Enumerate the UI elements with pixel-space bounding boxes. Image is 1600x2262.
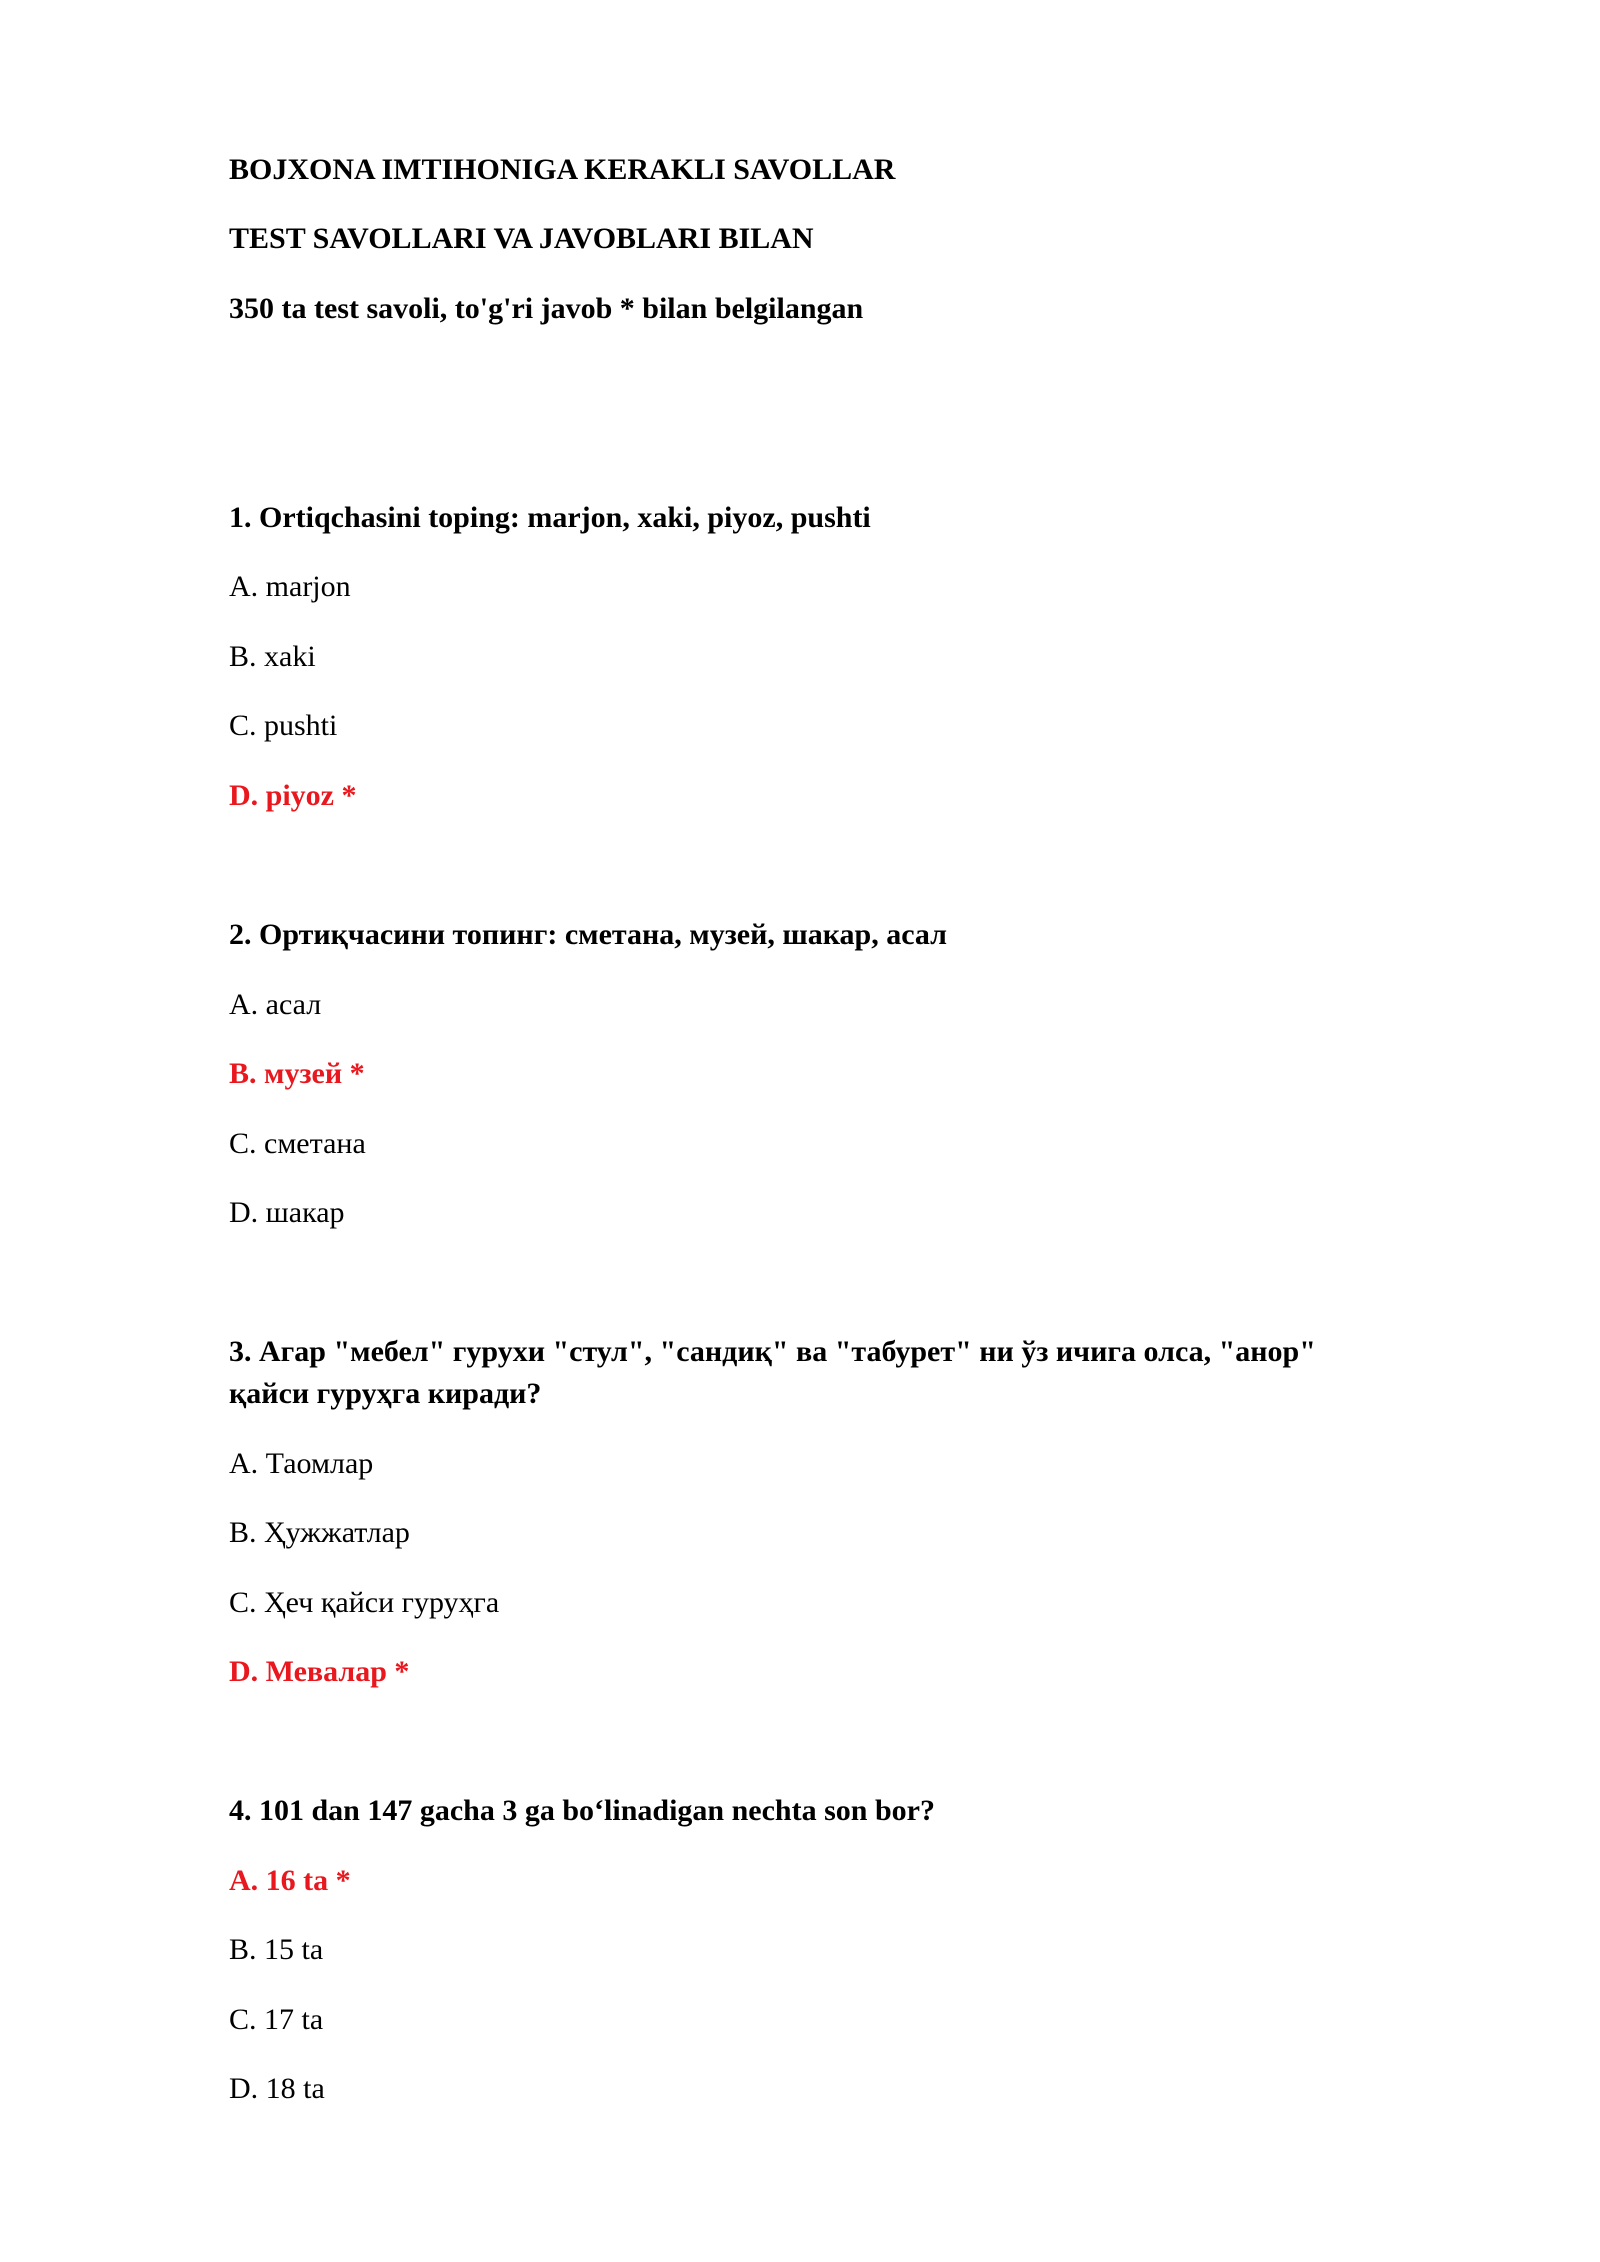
question-4-option-a-correct: A. 16 ta * xyxy=(229,1864,351,1897)
question-3-option-b: B. Ҳужжатлар xyxy=(229,1516,410,1549)
question-3-option-d-correct: D. Мевалар * xyxy=(229,1655,410,1688)
question-2-option-d: D. шакар xyxy=(229,1196,345,1229)
question-1-option-a: A. marjon xyxy=(229,570,351,603)
document-title: BOJXONA IMTIHONIGA KERAKLI SAVOLLAR xyxy=(229,153,896,186)
question-1-option-b: B. xaki xyxy=(229,640,316,673)
question-1-option-d-correct: D. piyoz * xyxy=(229,779,357,812)
document-subtitle: 350 ta test savoli, to'g'ri javob * bilan belgilangan xyxy=(229,292,864,325)
question-4-option-d: D. 18 ta xyxy=(229,2072,325,2105)
question-4: 4. 101 dan 147 gacha 3 ga bo‘linadigan nechta son bor? xyxy=(229,1794,935,1827)
document-title-2: TEST SAVOLLARI VA JAVOBLARI BILAN xyxy=(229,222,814,255)
question-4-option-c: C. 17 ta xyxy=(229,2003,324,2036)
question-4-option-b: B. 15 ta xyxy=(229,1933,324,1966)
question-3-line-2: қайси гуруҳга киради? xyxy=(229,1377,542,1410)
question-2: 2. Ортиқчасини топинг: сметана, музей, шакар, асал xyxy=(229,918,947,951)
question-3-line-1: 3. Агар "мебел" гурухи "стул", "сандиқ" ва "табурет" ни ўз ичига олса, "анор" xyxy=(229,1335,1316,1368)
question-2-option-a: A. асал xyxy=(229,988,322,1021)
question-3-option-c: C. Ҳеч қайси гуруҳга xyxy=(229,1586,500,1619)
question-2-option-b-correct: B. музей * xyxy=(229,1057,365,1090)
question-2-option-c: C. сметана xyxy=(229,1127,366,1160)
question-3-option-a: A. Таомлар xyxy=(229,1447,374,1480)
question-1: 1. Ortiqchasini toping: marjon, xaki, piyoz, pushti xyxy=(229,501,871,534)
question-1-option-c: C. pushti xyxy=(229,709,338,742)
